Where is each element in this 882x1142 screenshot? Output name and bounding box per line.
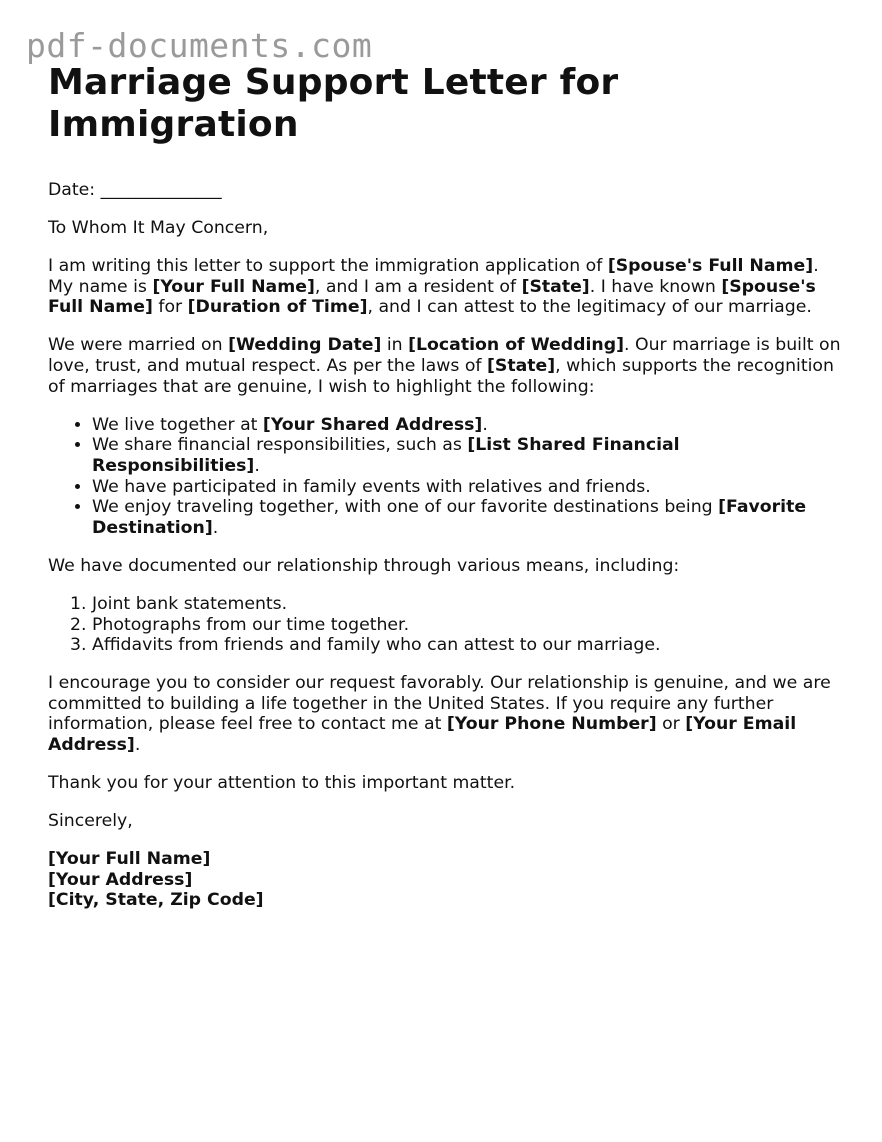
list-item: • We share financial responsibilities, such as [List Shared Financial Responsibilities]. (92, 435, 848, 476)
list-item: • We live together at [Your Shared Address]. (92, 415, 848, 436)
date-line: Date: ______________ (48, 180, 222, 200)
closing: Sincerely, (48, 811, 133, 832)
signature-city: [City, State, Zip Code] (48, 890, 264, 911)
list-item: 2. Photographs from our time together. (92, 615, 848, 636)
paragraph-marriage: We were married on [Wedding Date] in [Location of Wedding]. Our marriage is built on love, trust, and mutual respect. As per the laws of [State], which supports the recognition of marriages that are genuine, I wish to highlight the following: (48, 335, 841, 397)
paragraph-request: I encourage you to consider our request favorably. Our relationship is genuine, and we are committed to building a life together in the United States. If you require any further information, please feel free to contact me at [Your Phone Number] or [Your Email Address]. (48, 673, 831, 755)
signature-block (48, 849, 848, 911)
paragraph-intro: I am writing this letter to support the immigration application of [Spouse's Full Name]. My name is [Your Full Name], and I am a resident of [State]. I have known [Spouse's Full Name] for [Duration of Time], and I can attest to the legitimacy of our marriage. (48, 256, 819, 318)
signature-name: [Your Full Name] (48, 849, 211, 870)
list-item: • We have participated in family events with relatives and friends. (92, 477, 848, 498)
salutation: To Whom It May Concern, (48, 218, 269, 239)
paragraph-documentation: We have documented our relationship through various means, including: (48, 555, 680, 576)
list-item: 1. Joint bank statements. (92, 594, 848, 615)
watermark: pdf-documents.com (26, 26, 373, 65)
signature-address: [Your Address] (48, 869, 193, 890)
paragraph-thanks: Thank you for your attention to this important matter. (48, 773, 516, 794)
evidence-list (48, 594, 848, 656)
list-item: • We enjoy traveling together, with one of our favorite destinations being [Favorite Destination]. (92, 497, 848, 538)
letter-body (48, 62, 848, 911)
page-title: Marriage Support Letter for Immigration (48, 62, 619, 145)
list-item: 3. Affidavits from friends and family who can attest to our marriage. (92, 635, 848, 656)
highlights-list (48, 415, 848, 539)
